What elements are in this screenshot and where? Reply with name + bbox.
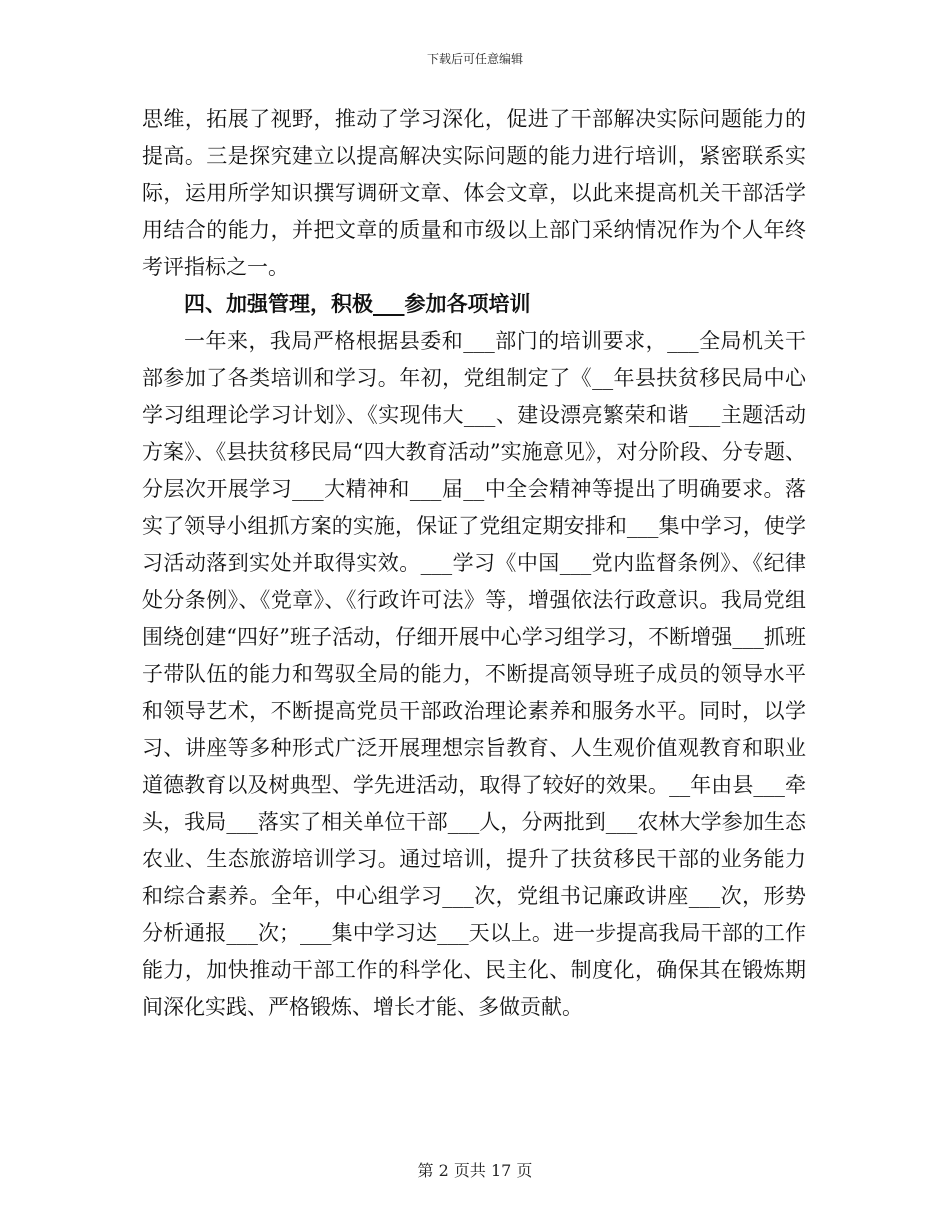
- document-body: [142, 101, 806, 1026]
- page-header: 下载后可任意编辑: [426, 52, 523, 66]
- section-heading: 四、加强管理，积极___参加各项培训: [184, 292, 531, 316]
- body-paragraph: 思维，拓展了视野，推动了学习深化，促进了干部解决实际问题能力的提高。三是探究建立以提高解决实际问题的能力进行培训，紧密联系实际，运用所学知识撰写调研文章、体会文章，以此来提高机关干部活学用结合的能力，并把文章的质量和市级以上部门采纳情况作为个人年终考评指标之一。: [142, 107, 806, 279]
- body-paragraph: 一年来，我局严格根据县委和___部门的培训要求，___全局机关干部参加了各类培训和学习。年初，党组制定了《__年县扶贫移民局中心学习组理论学习计划》、《实现伟大___、建设漂亮繁荣和谐___主题活动方案》、《县扶贫移民局“四大教育活动”实施意见》，对分阶段、分专题、分层次开展学习___大精神和___届__中全会精神等提出了明确要求。落实了领导小组抓方案的实施，保证了党组定期安排和___集中学习，使学习活动落到实处并取得实效。___学习《中国___党内监督条例》、《纪律处分条例》、《党章》、《行政许可法》等，增强依法行政意识。我局党组围绕创建“四好”班子活动，仔细开展中心学习组学习，不断增强___抓班子带队伍的能力和驾驭全局的能力，不断提高领导班子成员的领导水平和领导艺术，不断提高党员干部政治理论素养和服务水平。同时，以学习、讲座等多种形式广泛开展理想宗旨教育、人生观价值观教育和职业道德教育以及树典型、学先进活动，取得了较好的效果。__年由县___牵头，我局___落实了相关单位干部___人，分两批到___农林大学参加生态农业、生态旅游培训学习。通过培训，提升了扶贫移民干部的业务能力和综合素养。全年，中心组学习___次，党组书记廉政讲座___次，形势分析通报___次；___集中学习达___天以上。进一步提高我局干部的工作能力，加快推动干部工作的科学化、民主化、制度化，确保其在锻炼期间深化实践、严格锻炼、增长才能、多做贡献。: [142, 329, 806, 1019]
- page-number-footer: 第 2 页共 17 页: [417, 1161, 533, 1180]
